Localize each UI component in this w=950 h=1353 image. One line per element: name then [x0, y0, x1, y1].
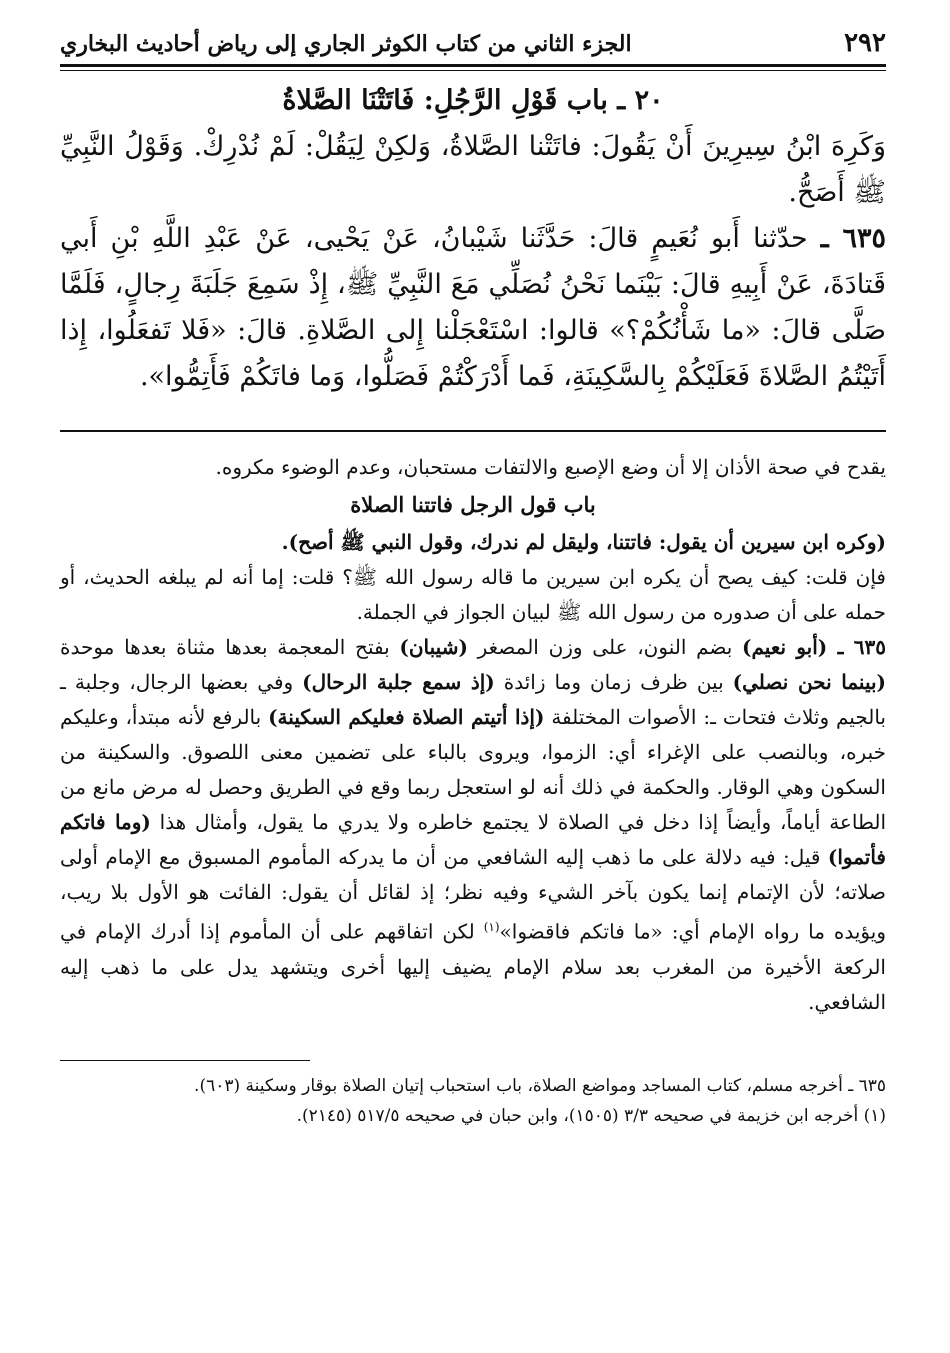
matn-intro: وَكَرِهَ ابْنُ سِيرِينَ أَنْ يَقُولَ: فاتَتْنا الصَّلاةُ، وَلكِنْ لِيَقُلْ: لَمْ نُدْرِكْ. وَقَوْلُ النَّبِيِّ ﷺ أَصَحُّ. [60, 131, 886, 208]
page-header [60, 28, 886, 64]
sharh-title: باب قول الرجل فاتتنا الصلاة [350, 492, 596, 517]
footnote: (١) أخرجه ابن خزيمة في صحيحه ٣/٣ (١٥٠٥)، وابن حبان في صحيحه ٥١٧/٥ (٢١٤٥). [296, 1105, 886, 1126]
running-title: الجزء الثاني من كتاب الكوثر الجاري إلى رياض أحاديث البخاري [60, 31, 632, 57]
footnote-divider [60, 1060, 310, 1061]
page-number: ٢٩٢ [844, 28, 886, 58]
header-rule [60, 64, 886, 71]
hadith-number: ٦٣٥ ـ [820, 223, 886, 254]
footnote: ٦٣٥ ـ أخرجه مسلم، كتاب المساجد ومواضع الصلاة، باب استحباب إتيان الصلاة بوقار وسكينة (٦٠٣). [194, 1075, 886, 1096]
book-page [60, 28, 886, 1131]
matn-hadith [60, 216, 886, 400]
sharh-continuation: يقدح في صحة الأذان إلا أن وضع الإصبع والالتفات مستحبان، وعدم الوضوء مكروه. [215, 455, 886, 479]
section-divider [60, 430, 886, 432]
sharh-paragraph-1: فإن قلت: كيف يصح أن يكره ابن سيرين ما قاله رسول الله ﷺ؟ قلت: إما أنه لم يبلغه الحديث، أو حمله على أن صدوره من رسول الله ﷺ لبيان الجواز في الجملة. [60, 565, 886, 624]
sharh-paragraph-2: ٦٣٥ ـ (أبو نعيم) بضم النون، على وزن المصغر (شيبان) بفتح المعجمة بعدها مثناة بعدها موحدة (بينما نحن نصلي) بين ظرف زمان وما زائدة (إذ سمع جلبة الرحال) وفي بعضها الرجال، وجلبة ـ بالجيم وثلاث فتحات ـ: الأصوات المختلفة (إذا أتيتم الصلاة فعليكم السكينة) بالرفع لأنه مبتدأ، وعليكم خبره، وبالنصب على الإغراء أي: الزموا، ويروى بالباء على تضمين معنى اللصوق. والسكينة من السكون وهي الوقار. والحكمة في ذلك أنه لو استعجل ربما وقع في الطريق وحصل له مرض مانع من الطاعة أياماً، وأيضاً إذا دخل في الصلاة لا يجتمع خاطره ولا يدري ما يقول، وأمثال هذا (وما فاتكم فأتموا) قيل: فيه دلالة على ما ذهب إليه الشافعي من أن ما يدركه المأموم المسبوق مع الإمام أولى صلاته؛ لأن الإتمام إنما يكون بآخر الشيء وفيه نظر؛ إذ لقائل أن يقول: الفائت هو الأول بلا ريب، ويؤيده ما رواه الإمام أي: «ما فاتكم فاقضوا»$^{(١)}$ لكن اتفاقهم على أن المأموم إذا أدرك الإمام في الركعة الأخيرة من المغرب بعد سلام الإمام يضيف إليها أخرى ويتشهد يدل على ما ذهب إليه الشافعي. [60, 635, 887, 1014]
sharh-quote: (وكره ابن سيرين أن يقول: فاتتنا، وليقل لم ندرك، وقول النبي ﷺ أصح). [281, 530, 886, 554]
chapter-title: ٢٠ ـ باب قَوْلِ الرَّجُلِ: فَاتَتْنَا الصَّلاةُ [282, 85, 664, 116]
sharh-hadith-number: ٦٣٥ ـ [837, 635, 886, 659]
footnote-ref: (١) [483, 920, 500, 934]
hadith-text: حدّثنا أَبو نُعَيمٍ قالَ: حَدَّثَنا شَيْبانُ، عَنْ يَحْيى، عَنْ عَبْدِ اللَّهِ بْنِ أَبي قَتادَةَ، عَنْ أَبِيهِ قالَ: بَيْنَما نَحْنُ نُصَلِّي مَعَ النَّبِيِّ ﷺ، إِذْ سَمِعَ جَلَبَةَ رِجالٍ، فَلَمَّا صَلَّى قالَ: «ما شَأْنُكُمْ؟» قالوا: اسْتَعْجَلْنا إِلى الصَّلاةِ. قالَ: «فَلا تَفعَلُوا، إِذا أَتَيْتُمُ الصَّلاةَ فَعَلَيْكُمْ بِالسَّكِينَةِ، فَما أَدْرَكْتُمْ فَصَلُّوا، وَما فاتَكُمْ فَأَتِمُّوا». [60, 223, 886, 392]
